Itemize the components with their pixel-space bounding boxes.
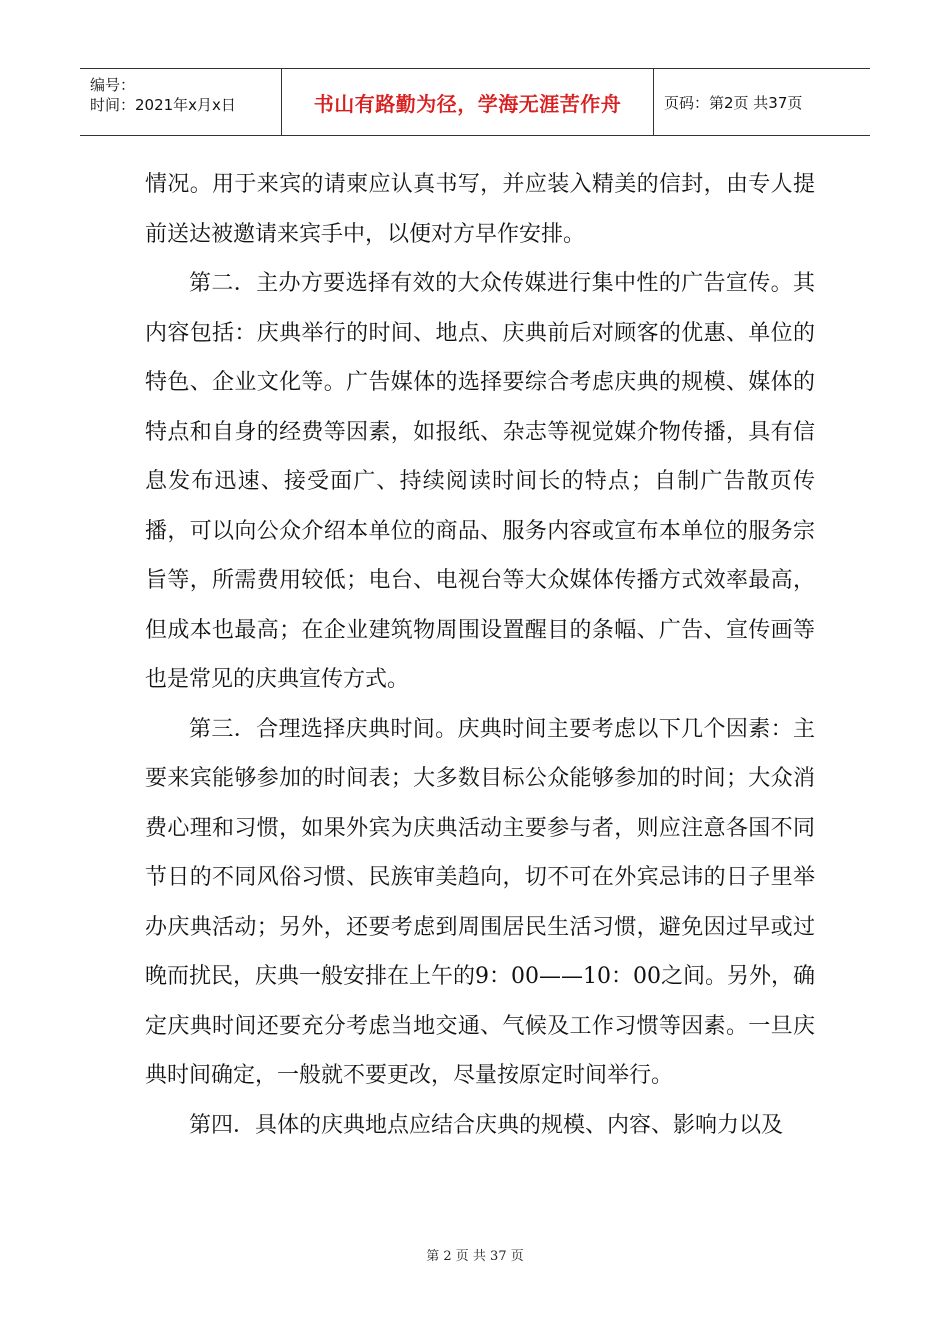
body-paragraph: 第三．合理选择庆典时间。庆典时间主要考虑以下几个因素：主要来宾能够参加的时间表；大多数目标公众能够参加的时间；大众消费心理和习惯，如果外宾为庆典活动主要参与者，则应注意各国不同节日的不同风俗习惯、民族审美趋向，切不可在外宾忌讳的日子里举办庆典活动；另外，还要考虑到周围居民生活习惯，避免因过早或过晚而扰民，庆典一般安排在上午的9：00——10：00之间。另外，确定庆典时间还要充分考虑当地交通、气候及工作习惯等因素。一旦庆典时间确定，一般就不要更改，尽量按原定时间举行。	[145, 716, 815, 1088]
header-motto-cell	[282, 69, 654, 135]
document-date-label: 时间：2021年x月x日	[90, 96, 236, 114]
document-body	[145, 160, 815, 1150]
body-paragraph: 第四．具体的庆典地点应结合庆典的规模、内容、影响力以及	[189, 1112, 784, 1138]
header-page-cell	[654, 69, 870, 135]
document-header	[80, 68, 870, 136]
body-paragraph: 情况。用于来宾的请柬应认真书写，并应装入精美的信封，由专人提前送达被邀请来宾手中，以便对方早作安排。	[145, 172, 815, 247]
header-motto: 书山有路勤为径，学海无涯苦作舟	[313, 91, 622, 116]
page-footer	[0, 1245, 950, 1264]
body-paragraph: 第二．主办方要选择有效的大众传媒进行集中性的广告宣传。其内容包括：庆典举行的时间、地点、庆典前后对顾客的优惠、单位的特色、企业文化等。广告媒体的选择要综合考虑庆典的规模、媒体的特点和自身的经费等因素，如报纸、杂志等视觉媒介物传播，具有信息发布迅速、接受面广、持续阅读时间长的特点；自制广告散页传播，可以向公众介绍本单位的商品、服务内容或宣布本单位的服务宗旨等，所需费用较低；电台、电视台等大众媒体传播方式效率最高，但成本也最高；在企业建筑物周围设置醒目的条幅、广告、宣传画等也是常见的庆典宣传方式。	[145, 271, 815, 692]
header-meta-cell	[80, 69, 282, 135]
header-page-info: 页码：第2页 共37页	[664, 93, 803, 112]
footer-page-number: 第 2 页 共 37 页	[426, 1249, 524, 1264]
document-number-label: 编号：	[90, 76, 136, 94]
